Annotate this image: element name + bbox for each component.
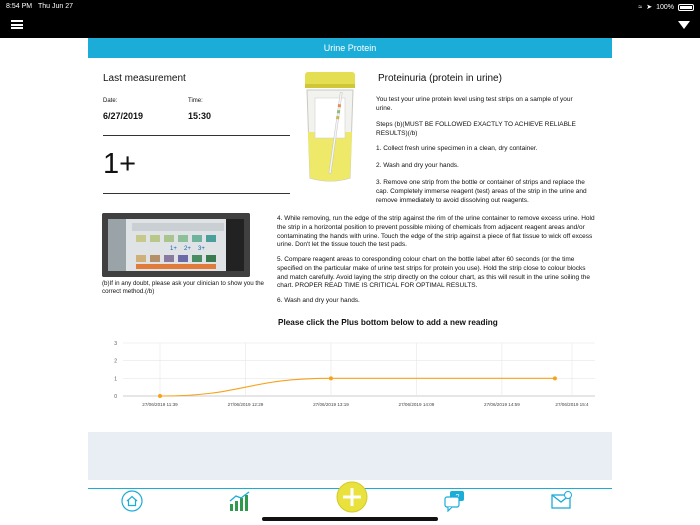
strip-label-1plus: 1+: [170, 246, 177, 252]
readings-chart: [105, 335, 600, 413]
status-time: 8:54 PM: [6, 3, 33, 10]
urine-cup-image: [295, 70, 365, 185]
step-6: 6. Wash and dry your hands.: [277, 297, 360, 304]
battery-percent: 100%: [656, 3, 674, 11]
status-day: Thu Jun 27: [38, 3, 74, 10]
data-point: [329, 376, 333, 380]
status-indicators: [638, 3, 694, 11]
step-2: 2. Wash and dry your hands.: [376, 162, 459, 169]
plus-icon: [336, 481, 368, 513]
home-icon: [121, 490, 143, 512]
measurement-value: 1+: [103, 148, 137, 180]
location-icon: ➤: [646, 4, 653, 11]
step-1: 1. Collect fresh urine specimen in a clean, dry container.: [376, 145, 538, 152]
step-5: 5. Compare reagent areas to coresponding colour chart on the bottle label after 60 seconds (or the time specified on the particular make of urine test strips for protein you use). Hold the strip close to colour blocks and match carefully. Avoid laying the strip directly on the colour chart, as this will result in the urine soiling the chart. PROPER READ TIME IS CRITICAL FOR OPTIMAL RESULTS.: [277, 256, 590, 290]
mail-icon: [551, 491, 573, 511]
chart-heading: Please click the Plus bottom below to add a new reading: [278, 318, 498, 327]
dropdown-triangle-icon[interactable]: [678, 21, 690, 29]
x-tick-label: 27/06/2019 11:39: [142, 402, 178, 407]
top-bar: [0, 0, 700, 38]
data-point: [158, 394, 162, 398]
y-tick-label: 0: [114, 394, 117, 400]
mail-button[interactable]: [551, 491, 573, 511]
date-label: Date:: [103, 98, 118, 104]
strip-label-3plus: 3+: [198, 246, 205, 252]
clinician-caption: (b)If in any doubt, please ask your clinician to show you the correct method.(/b): [102, 280, 264, 296]
y-tick-label: 2: [114, 358, 117, 365]
date-value: 6/27/2019: [103, 111, 144, 121]
data-point: [553, 376, 557, 380]
series-line: [160, 378, 555, 396]
x-tick-label: 27/06/2019 12:29: [227, 402, 264, 407]
test-strip-photo: [102, 213, 250, 277]
x-tick-label: 27/06/2019 13:19: [313, 402, 349, 407]
home-button[interactable]: [121, 490, 143, 512]
footer-panel: [88, 432, 612, 480]
divider: [103, 135, 290, 136]
time-value: 15:30: [188, 111, 212, 121]
chat-icon: [444, 490, 466, 512]
y-tick-label: 1: [114, 376, 117, 383]
step-3: 3. Remove one strip from the bottle or container of strips and replace the cap. Completely immerse reagent (test) areas of the strip in the urine and remove immediately to avoid dissolving out reagents.: [376, 179, 587, 204]
page-title: Urine Protein: [323, 43, 377, 53]
chart-icon: [228, 490, 252, 512]
messages-button[interactable]: [444, 490, 466, 512]
home-indicator: [262, 517, 438, 521]
y-tick-label: 3: [114, 341, 117, 347]
last-measurement-heading: Last measurement: [103, 73, 186, 84]
x-tick-label: 27/06/2019 14:09: [398, 402, 435, 407]
info-title: Proteinuria (protein in urine): [378, 73, 502, 84]
info-intro: You test your urine protein level using test strips on a sample of your urine.: [376, 96, 573, 112]
divider: [103, 193, 290, 194]
x-tick-label: 27/06/2019 15:4: [555, 402, 589, 407]
time-label: Time:: [188, 98, 203, 104]
strip-label-2plus: 2+: [184, 246, 191, 252]
step-4: 4. While removing, run the edge of the strip against the rim of the urine container to remove excess urine. Hold the strip in a horizontal position to prevent possible mixing of chemicals from adjacent reagent areas and/or contaminating the hands with urine. Touch the edge of the strip against a piece of flat tissue to wick off excess urine. Don't let the tissue touch the test pads.: [277, 215, 595, 249]
add-reading-button[interactable]: [336, 481, 368, 513]
hamburger-menu-icon[interactable]: [11, 20, 23, 29]
x-tick-label: 27/06/2019 14:59: [484, 402, 520, 407]
battery-icon: [678, 4, 694, 11]
trends-button[interactable]: [228, 490, 252, 512]
page-title-bar: [88, 38, 612, 58]
wifi-icon: ≈: [638, 3, 643, 11]
steps-heading: Steps (b)(MUST BE FOLLOWED EXACTLY TO ACHIEVE RELIABLE RESULTS)(/b): [376, 121, 576, 137]
